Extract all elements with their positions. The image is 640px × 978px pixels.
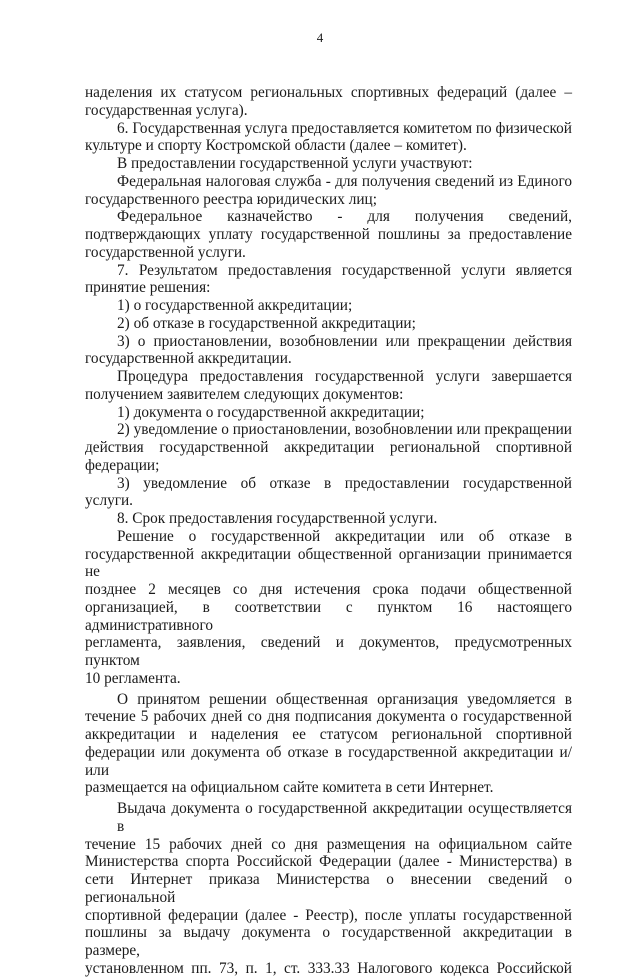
text-line: организацией, в соответствии с пунктом 16 настоящего административного: [85, 598, 572, 634]
text-line: 6. Государственная услуга предоставляется комитетом по физической: [117, 119, 572, 137]
text-line: Федеральная налоговая служба - для получения сведений из Единого: [117, 172, 572, 190]
text-line: 1) о государственной аккредитации;: [117, 297, 353, 314]
text-line: государственной аккредитации общественной организации принимается не: [85, 545, 572, 581]
text-line: установленном пп. 73, п. 1, ст. 333.33 Налогового кодекса Российской: [85, 959, 572, 977]
text-line: государственного реестра юридических лиц;: [85, 190, 377, 208]
text-line: 7. Результатом предоставления государственной услуги является: [117, 261, 572, 279]
text-line: государственная услуга).: [85, 101, 248, 119]
text-line: регламента, заявления, сведений и документов, предусмотренных пунктом: [85, 634, 572, 669]
text-line: Министерства спорта Российской Федерации (далее - Министерства) в: [85, 853, 572, 871]
text-line: федерации;: [85, 456, 160, 474]
text-line: О принятом решении общественная организация уведомляется в: [117, 690, 572, 708]
text-line: федерации или документа об отказе в государственной аккредитации и/или: [85, 743, 572, 779]
text-line: пошлины за выдачу документа о государственной аккредитации в размере,: [85, 924, 572, 959]
text-line: размещается на официальном сайте комитета в сети Интернет.: [85, 779, 494, 797]
text-line: течение 5 рабочих дней со дня подписания документа о государственной: [85, 708, 572, 726]
text-line: В предоставлении государственной услуги участвуют:: [117, 155, 473, 172]
text-line: подтверждающих уплату государственной пошлины за предоставление: [85, 226, 572, 243]
text-line: 2) уведомление о приостановлении, возобновлении или прекращении: [117, 421, 572, 439]
text-line: 2) об отказе в государственной аккредитации;: [117, 314, 416, 332]
text-line: наделения их статусом региональных спортивных федераций (далее –: [85, 84, 572, 101]
text-line: течение 15 рабочих дней со дня размещения на официальном сайте: [85, 835, 572, 853]
text-line: Процедура предоставления государственной услуги завершается: [117, 368, 572, 385]
text-line: культуре и спорту Костромской области (далее – комитет).: [85, 137, 467, 155]
text-line: услуги.: [85, 492, 134, 510]
text-line: Решение о государственной аккредитации или об отказе в: [117, 527, 572, 545]
text-line: 10 регламента.: [85, 669, 181, 687]
text-line: позднее 2 месяцев со дня истечения срока подачи общественной: [85, 581, 572, 598]
text-line: действия государственной аккредитации региональной спортивной: [85, 439, 572, 456]
text-line: государственной аккредитации.: [85, 350, 292, 368]
text-line: Федеральное казначейство - для получения сведений,: [117, 208, 572, 226]
text-line: 1) документа о государственной аккредитации;: [117, 403, 425, 421]
text-line: сети Интернет приказа Министерства о внесении сведений о региональной: [85, 871, 572, 906]
text-line: аккредитации и наделения ее статусом региональной спортивной: [85, 726, 572, 743]
document-body: [85, 84, 572, 978]
text-line: принятие решения:: [85, 279, 211, 297]
page-number: 4: [316, 30, 324, 45]
text-line: спортивной федерации (далее - Реестр), после уплаты государственной: [85, 906, 572, 924]
text-line: 3) о приостановлении, возобновлении или прекращении действия: [117, 332, 572, 350]
text-line: Выдача документа о государственной аккредитации осуществляется в: [117, 800, 572, 835]
text-line: 8. Срок предоставления государственной услуги.: [117, 510, 438, 527]
text-line: получением заявителем следующих документов:: [85, 385, 404, 403]
text-line: государственной услуги.: [85, 243, 246, 261]
text-line: 3) уведомление об отказе в предоставлении государственной: [117, 474, 572, 492]
